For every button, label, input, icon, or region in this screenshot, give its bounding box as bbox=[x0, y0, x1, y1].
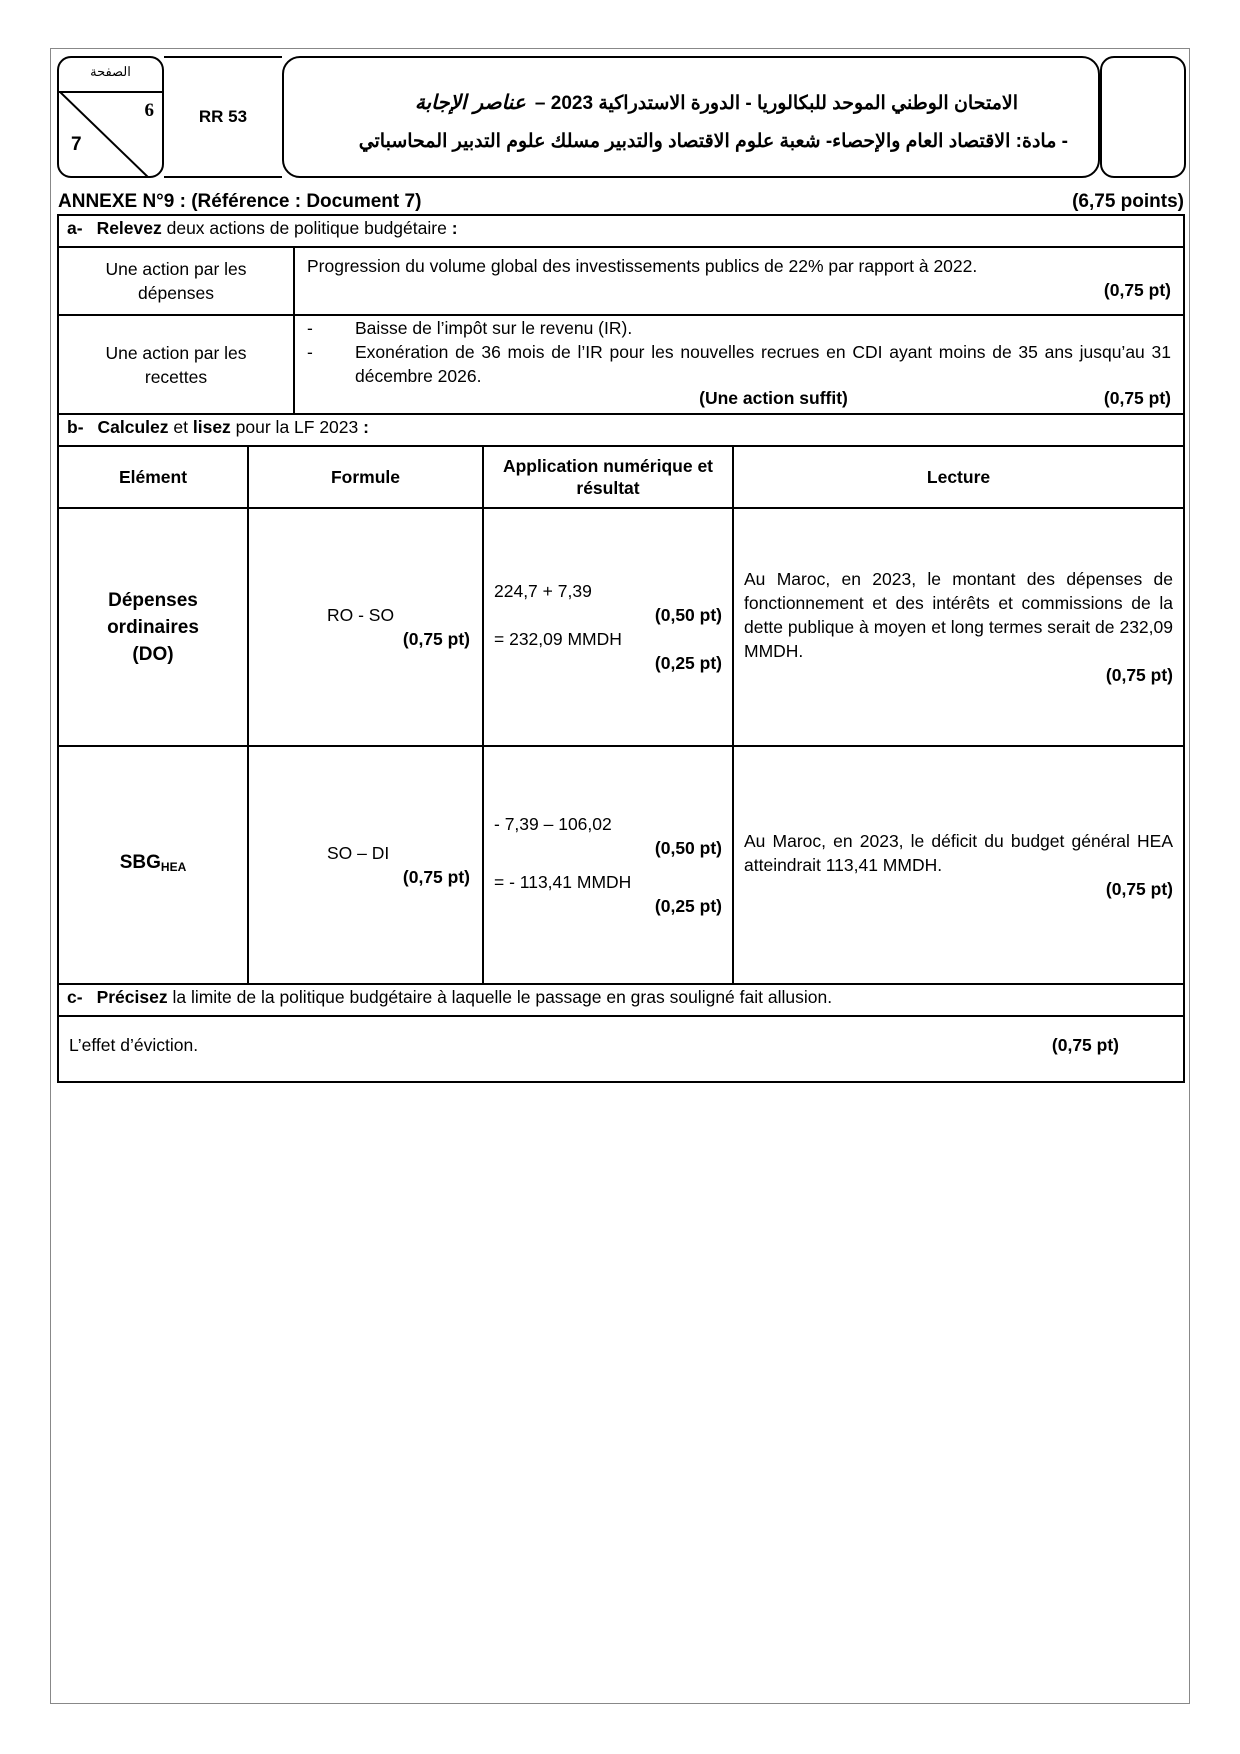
exam-title-line1: الامتحان الوطني الموحد للبكالوريا - الدورة الاستدراكية 2023 – عناصر الإجابة bbox=[414, 90, 1018, 114]
table-row bbox=[58, 508, 1184, 746]
depenses-label: Une action par les dépenses bbox=[58, 247, 294, 315]
lecture-do bbox=[733, 508, 1184, 746]
element-do: Dépenses ordinaires (DO) bbox=[58, 508, 248, 746]
app-calc: 224,7 + 7,39 bbox=[494, 581, 592, 601]
col-header-element: Elément bbox=[58, 446, 248, 508]
formula-sbg bbox=[248, 746, 483, 984]
recettes-note: (Une action suffit) bbox=[699, 388, 848, 408]
annex-points: (6,75 points) bbox=[1072, 191, 1184, 212]
exam-title-line2: - مادة: الاقتصاد العام والإحصاء- شعبة علوم الاقتصاد والتدبير مسلك علوم التدبير المحاسباتي bbox=[358, 131, 1068, 152]
table-row bbox=[58, 746, 1184, 984]
recettes-list bbox=[307, 316, 1171, 388]
exam-title-box bbox=[282, 56, 1100, 178]
section-a-header: a- Relevez deux actions de politique budgétaire : bbox=[58, 215, 1184, 247]
app-calc-points: (0,50 pt) bbox=[654, 838, 722, 858]
page-label-tab bbox=[59, 58, 162, 93]
formula-text: SO – DI bbox=[327, 843, 390, 863]
lecture-text: Au Maroc, en 2023, le déficit du budget général HEA atteindrait 113,41 MMDH. bbox=[744, 831, 1173, 875]
col-header-application: Application numérique et résultat bbox=[483, 446, 733, 508]
recettes-item: - Exonération de 36 mois de l’IR pour les nouvelles recrues en CDI ayant moins de 35 ans jusqu’au 31 décembre 2026. bbox=[307, 340, 1171, 388]
app-calc-points: (0,50 pt) bbox=[654, 605, 722, 625]
lecture-sbg bbox=[733, 746, 1184, 984]
recettes-label: Une action par les recettes bbox=[58, 315, 294, 414]
app-result: = 232,09 MMDH bbox=[494, 629, 622, 649]
answer-points: (0,75 pt) bbox=[1051, 1035, 1119, 1055]
app-calc: - 7,39 – 106,02 bbox=[494, 814, 612, 834]
blank-header-box bbox=[1100, 56, 1186, 178]
recettes-points: (0,75 pt) bbox=[1103, 388, 1171, 408]
formula-points: (0,75 pt) bbox=[402, 867, 470, 887]
application-do bbox=[483, 508, 733, 746]
exam-code: RR 53 bbox=[164, 56, 282, 178]
application-sbg bbox=[483, 746, 733, 984]
section-c-header: c- Précisez la limite de la politique budgétaire à laquelle le passage en gras souligné fait allusion. bbox=[58, 984, 1184, 1016]
recettes-answer bbox=[294, 315, 1184, 414]
answer-key-signature: عناصر الإجابة bbox=[414, 90, 526, 114]
lecture-points: (0,75 pt) bbox=[1105, 665, 1173, 685]
answer-table bbox=[57, 214, 1185, 1083]
lecture-text: Au Maroc, en 2023, le montant des dépenses de fonctionnement et des intérêts et commissions de la dette publique à moyen et long termes serait de 232,09 MMDH. bbox=[744, 569, 1173, 661]
page-current: 6 bbox=[144, 100, 154, 121]
app-result-points: (0,25 pt) bbox=[654, 896, 722, 916]
element-sbg: $SBG_{HEA}$ bbox=[58, 746, 248, 984]
app-result: = - 113,41 MMDH bbox=[494, 872, 632, 892]
page-total: 7 bbox=[71, 134, 82, 155]
lecture-points: (0,75 pt) bbox=[1105, 879, 1173, 899]
recettes-item: - Baisse de l’impôt sur le revenu (IR). bbox=[307, 316, 1171, 340]
formula-do bbox=[248, 508, 483, 746]
col-header-lecture: Lecture bbox=[733, 446, 1184, 508]
formula-points: (0,75 pt) bbox=[402, 629, 470, 649]
depenses-text: Progression du volume global des investissements publics de 22% par rapport à 2022. bbox=[307, 256, 978, 276]
depenses-answer bbox=[294, 247, 1184, 315]
depenses-points: (0,75 pt) bbox=[1103, 280, 1171, 300]
section-b-header: b- Calculez et lisez pour la LF 2023 : bbox=[58, 414, 1184, 446]
formula-text: RO - SO bbox=[327, 605, 395, 625]
app-result-points: (0,25 pt) bbox=[654, 653, 722, 673]
annex-title-row bbox=[58, 191, 1184, 213]
answer-text: L’effet d’éviction. bbox=[69, 1035, 199, 1055]
section-c-answer bbox=[58, 1016, 1184, 1082]
page-label: الصفحة bbox=[90, 64, 131, 79]
recettes-footer bbox=[307, 388, 1171, 409]
annex-title: ANNEXE N°9 : (Référence : Document 7) bbox=[58, 191, 422, 212]
col-header-formule: Formule bbox=[248, 446, 483, 508]
page-number-box bbox=[57, 56, 164, 178]
